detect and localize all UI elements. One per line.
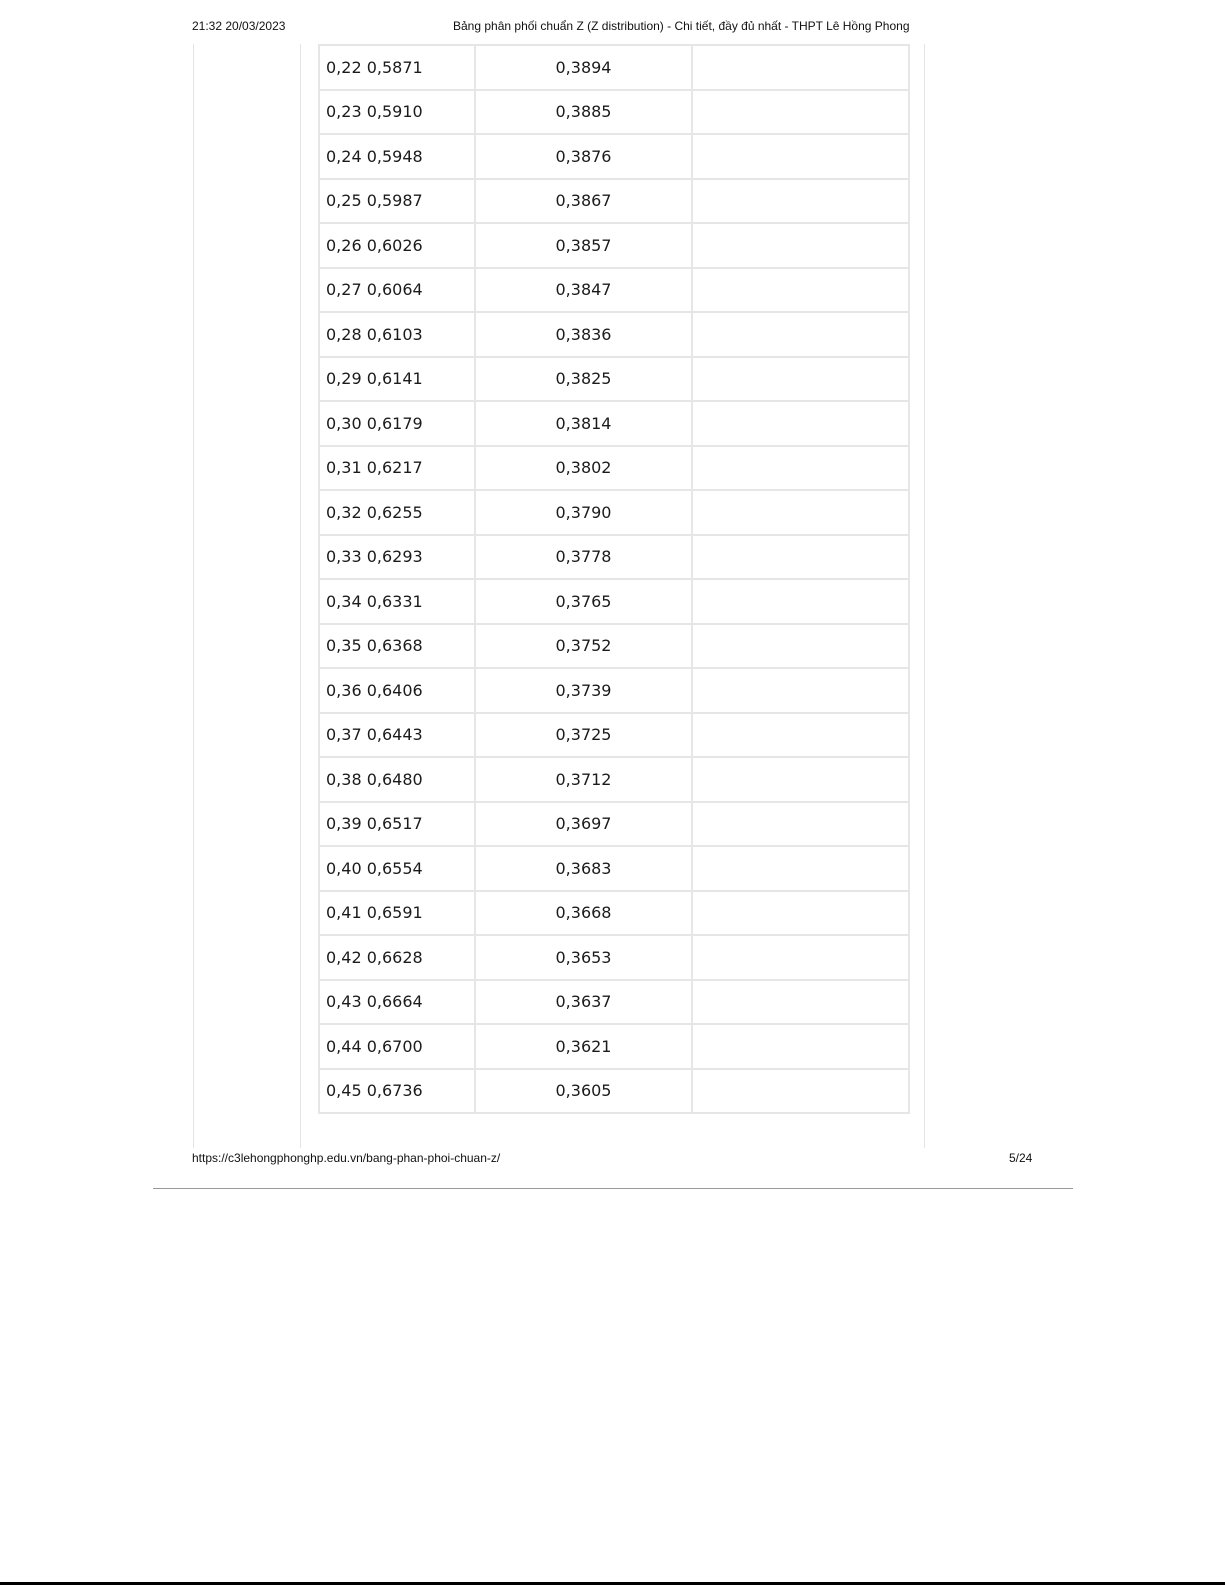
footer-source-url[interactable]: https://c3lehongphonghp.edu.vn/bang-phan-phoi-chuan-z/ (192, 1151, 501, 1165)
empty-cell (692, 357, 909, 402)
density-cell: 0,3725 (475, 713, 692, 758)
z-and-cdf-cell: 0,41 0,6591 (319, 891, 475, 936)
table-row (319, 268, 909, 313)
density-cell: 0,3836 (475, 312, 692, 357)
empty-cell (692, 45, 909, 90)
z-and-cdf-cell: 0,37 0,6443 (319, 713, 475, 758)
z-and-cdf-cell: 0,29 0,6141 (319, 357, 475, 402)
table-row (319, 846, 909, 891)
z-and-cdf-cell: 0,32 0,6255 (319, 490, 475, 535)
empty-cell (692, 1069, 909, 1114)
empty-cell (692, 668, 909, 713)
density-cell: 0,3857 (475, 223, 692, 268)
footer-page-number: 5/24 (1009, 1151, 1033, 1165)
table-row (319, 757, 909, 802)
table-row (319, 535, 909, 580)
empty-cell (692, 268, 909, 313)
table-row (319, 90, 909, 135)
z-and-cdf-cell: 0,30 0,6179 (319, 401, 475, 446)
table-row (319, 980, 909, 1025)
table-row (319, 223, 909, 268)
z-and-cdf-cell: 0,42 0,6628 (319, 935, 475, 980)
density-cell: 0,3752 (475, 624, 692, 669)
empty-cell (692, 223, 909, 268)
table-row (319, 624, 909, 669)
empty-cell (692, 802, 909, 847)
empty-cell (692, 446, 909, 491)
density-cell: 0,3637 (475, 980, 692, 1025)
empty-cell (692, 134, 909, 179)
print-page-title: Bảng phân phối chuẩn Z (Z distribution) - Chi tiết, đầy đủ nhất - THPT Lê Hồng Phong (453, 19, 910, 33)
empty-cell (692, 579, 909, 624)
table-row (319, 713, 909, 758)
z-and-cdf-cell: 0,44 0,6700 (319, 1024, 475, 1069)
z-and-cdf-cell: 0,43 0,6664 (319, 980, 475, 1025)
empty-cell (692, 490, 909, 535)
empty-cell (692, 846, 909, 891)
table-row (319, 134, 909, 179)
page-divider (153, 1188, 1073, 1189)
empty-cell (692, 312, 909, 357)
content-frame-right-border (924, 44, 925, 1148)
z-and-cdf-cell: 0,23 0,5910 (319, 90, 475, 135)
density-cell: 0,3668 (475, 891, 692, 936)
density-cell: 0,3814 (475, 401, 692, 446)
density-cell: 0,3790 (475, 490, 692, 535)
density-cell: 0,3778 (475, 535, 692, 580)
density-cell: 0,3653 (475, 935, 692, 980)
empty-cell (692, 535, 909, 580)
table-row (319, 579, 909, 624)
density-cell: 0,3697 (475, 802, 692, 847)
z-distribution-table (318, 44, 910, 1114)
table-row (319, 1069, 909, 1114)
z-and-cdf-cell: 0,31 0,6217 (319, 446, 475, 491)
z-and-cdf-cell: 0,45 0,6736 (319, 1069, 475, 1114)
table-row (319, 179, 909, 224)
density-cell: 0,3802 (475, 446, 692, 491)
table-row (319, 935, 909, 980)
page-frame-left-border (193, 44, 194, 1148)
density-cell: 0,3605 (475, 1069, 692, 1114)
empty-cell (692, 713, 909, 758)
z-and-cdf-cell: 0,38 0,6480 (319, 757, 475, 802)
density-cell: 0,3739 (475, 668, 692, 713)
z-and-cdf-cell: 0,33 0,6293 (319, 535, 475, 580)
density-cell: 0,3825 (475, 357, 692, 402)
z-and-cdf-cell: 0,40 0,6554 (319, 846, 475, 891)
z-and-cdf-cell: 0,22 0,5871 (319, 45, 475, 90)
z-and-cdf-cell: 0,26 0,6026 (319, 223, 475, 268)
table-row (319, 802, 909, 847)
empty-cell (692, 179, 909, 224)
table-row (319, 357, 909, 402)
print-datetime: 21:32 20/03/2023 (192, 19, 286, 33)
table-row (319, 490, 909, 535)
empty-cell (692, 980, 909, 1025)
z-and-cdf-cell: 0,24 0,5948 (319, 134, 475, 179)
density-cell: 0,3621 (475, 1024, 692, 1069)
density-cell: 0,3867 (475, 179, 692, 224)
empty-cell (692, 891, 909, 936)
empty-cell (692, 90, 909, 135)
z-and-cdf-cell: 0,35 0,6368 (319, 624, 475, 669)
table-row (319, 45, 909, 90)
empty-cell (692, 401, 909, 446)
density-cell: 0,3894 (475, 45, 692, 90)
z-and-cdf-cell: 0,27 0,6064 (319, 268, 475, 313)
empty-cell (692, 624, 909, 669)
content-frame-left-border (300, 44, 301, 1148)
table-row (319, 401, 909, 446)
density-cell: 0,3847 (475, 268, 692, 313)
z-and-cdf-cell: 0,25 0,5987 (319, 179, 475, 224)
table-row (319, 668, 909, 713)
table-row (319, 312, 909, 357)
empty-cell (692, 757, 909, 802)
density-cell: 0,3683 (475, 846, 692, 891)
z-and-cdf-cell: 0,36 0,6406 (319, 668, 475, 713)
density-cell: 0,3765 (475, 579, 692, 624)
table-row (319, 1024, 909, 1069)
z-and-cdf-cell: 0,28 0,6103 (319, 312, 475, 357)
z-and-cdf-cell: 0,39 0,6517 (319, 802, 475, 847)
table-row (319, 446, 909, 491)
density-cell: 0,3876 (475, 134, 692, 179)
empty-cell (692, 935, 909, 980)
empty-cell (692, 1024, 909, 1069)
z-and-cdf-cell: 0,34 0,6331 (319, 579, 475, 624)
table-row (319, 891, 909, 936)
density-cell: 0,3712 (475, 757, 692, 802)
density-cell: 0,3885 (475, 90, 692, 135)
z-table-body (319, 45, 909, 1113)
